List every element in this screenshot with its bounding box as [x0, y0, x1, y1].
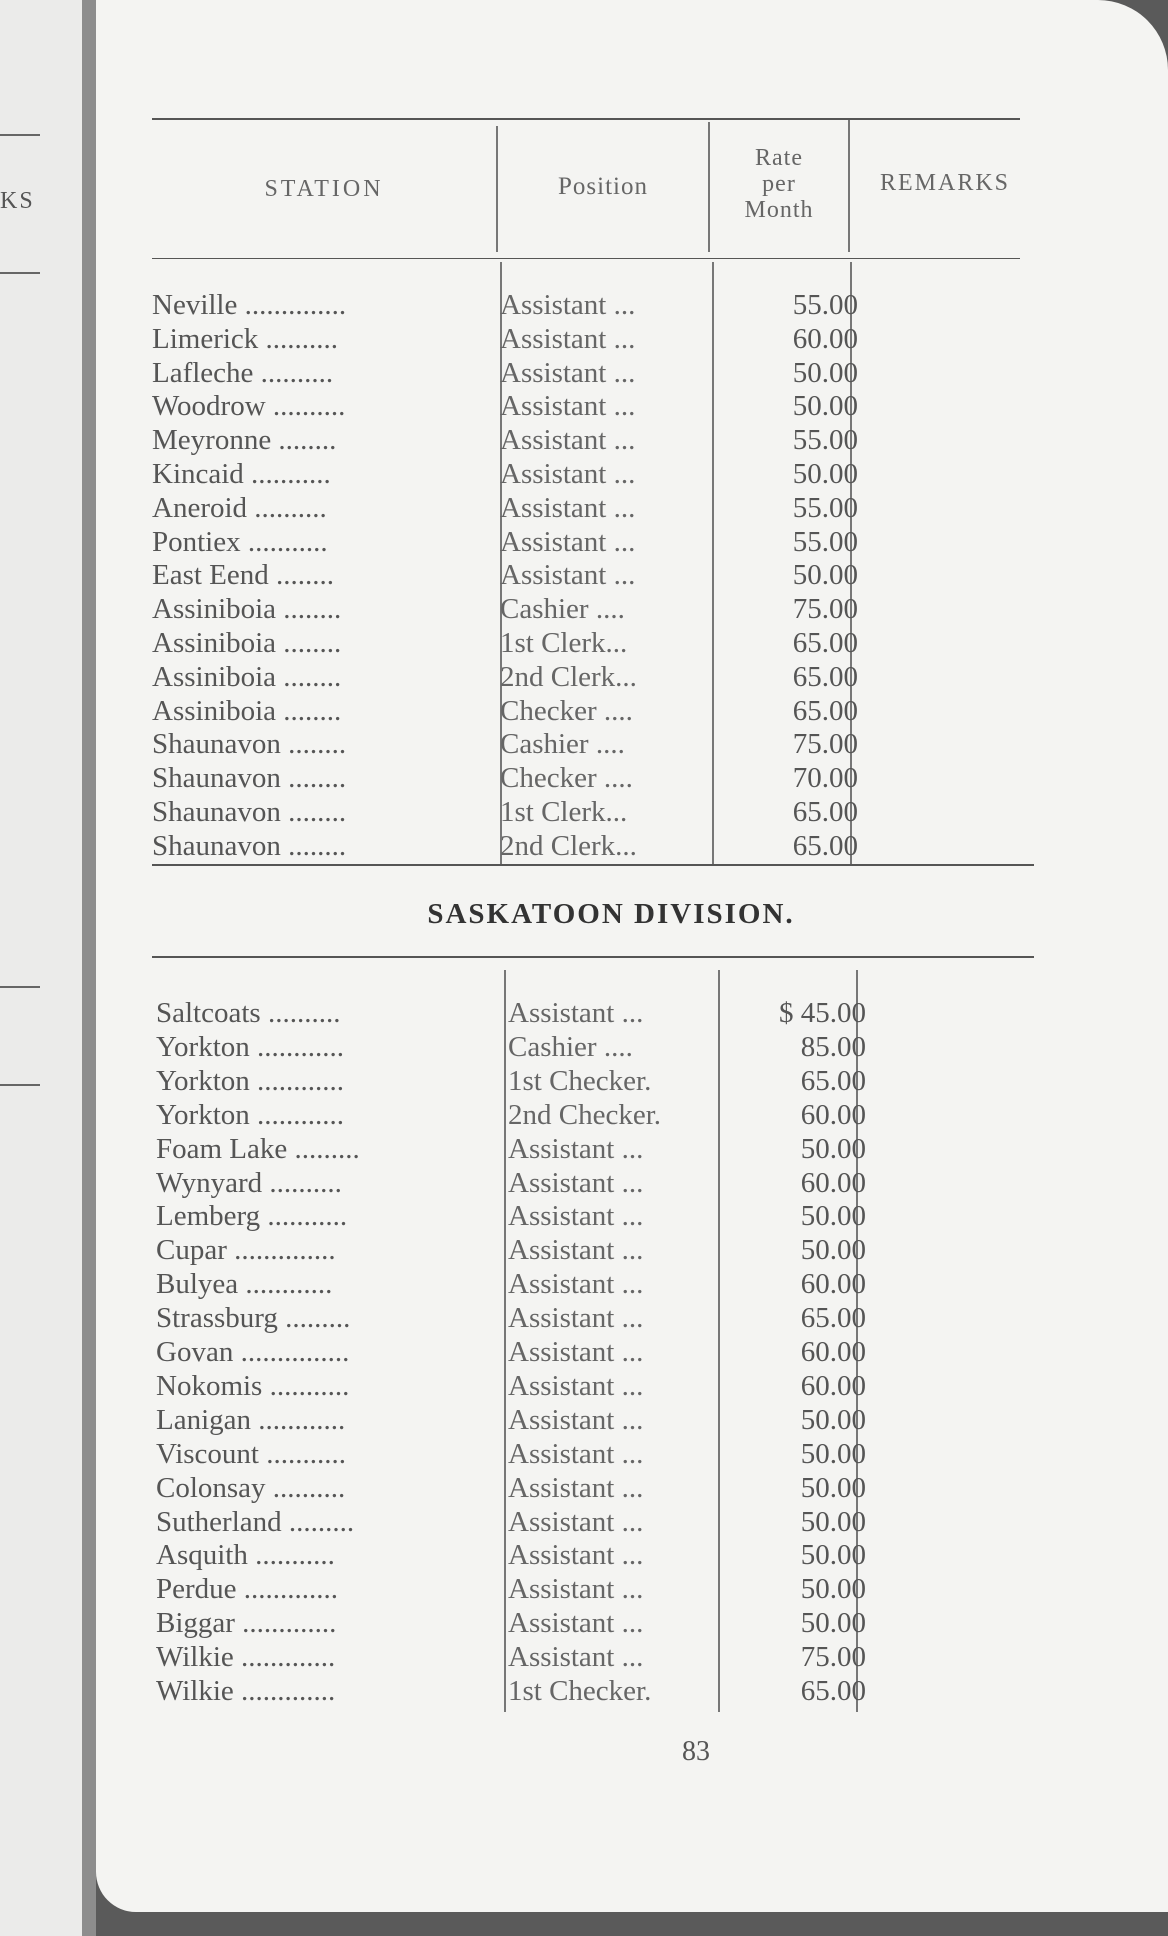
position-cell: Checker .... — [500, 695, 633, 726]
table-row — [156, 1303, 936, 1333]
station-cell: Viscount ........... — [156, 1438, 346, 1469]
station-cell: Wilkie ............. — [156, 1676, 336, 1706]
table-row — [156, 998, 936, 1028]
station-cell: Shaunavon ........ — [152, 729, 347, 760]
table-row — [156, 1032, 936, 1062]
position-cell: Assistant ... — [500, 459, 636, 489]
position-cell: Assistant ... — [500, 391, 636, 422]
table-row — [156, 1134, 936, 1164]
station-cell: Aneroid .......... — [152, 492, 327, 523]
position-cell: Assistant ... — [508, 1506, 644, 1537]
station-cell: Kincaid ........... — [152, 459, 331, 489]
position-cell: Assistant ... — [500, 425, 636, 456]
position-cell: Assistant ... — [500, 560, 636, 591]
table-row — [152, 425, 922, 455]
table-row — [156, 1540, 936, 1570]
station-cell: Yorkton ............ — [156, 1031, 345, 1062]
rate-cell: 50.00 — [800, 1540, 866, 1571]
table-row — [152, 358, 922, 388]
station-cell: Yorkton ............ — [156, 1099, 345, 1130]
position-cell: Cashier .... — [500, 729, 625, 760]
table-row — [152, 324, 922, 354]
rate-cell: 50.00 — [800, 1201, 866, 1232]
position-cell: Assistant ... — [508, 1370, 644, 1401]
table-row — [156, 1439, 936, 1469]
rate-cell: 50.00 — [800, 1472, 866, 1503]
station-cell: Shaunavon ........ — [152, 797, 347, 827]
rate-cell: 55.00 — [792, 492, 858, 523]
station-cell: Lafleche .......... — [152, 357, 334, 388]
rate-cell: 75.00 — [792, 594, 858, 625]
table-row — [156, 1100, 936, 1130]
column-header-rate-line: per — [762, 171, 796, 197]
rate-cell: 50.00 — [800, 1608, 866, 1639]
station-cell: Assiniboia ........ — [152, 661, 342, 692]
station-cell: Assiniboia ........ — [152, 695, 342, 726]
section-title: SASKATOON DIVISION. — [427, 898, 795, 930]
station-cell: Shaunavon ........ — [152, 830, 347, 861]
station-cell: Yorkton ............ — [156, 1065, 345, 1096]
position-cell: 2nd Checker. — [508, 1099, 662, 1130]
previous-page-rule — [0, 272, 40, 274]
rate-cell: 65.00 — [792, 695, 858, 726]
column-header-station: STATION — [264, 176, 384, 202]
header-bottom-rule — [152, 258, 1020, 259]
station-cell: Perdue ............. — [156, 1574, 339, 1605]
position-cell: Assistant ... — [508, 1269, 644, 1300]
rate-cell: 60.00 — [800, 1167, 866, 1198]
position-cell: 1st Checker. — [508, 1065, 652, 1096]
station-cell: Assiniboia ........ — [152, 628, 342, 658]
station-cell: Foam Lake ......... — [156, 1133, 360, 1164]
rate-cell: 50.00 — [792, 459, 858, 489]
table2-top-rule — [152, 956, 1034, 958]
column-header-rate-line: Month — [744, 197, 814, 223]
table-row — [156, 1269, 936, 1299]
table-row — [156, 1676, 936, 1706]
position-cell: Assistant ... — [500, 290, 636, 320]
position-cell: Assistant ... — [508, 1642, 644, 1673]
previous-page-rule — [0, 1084, 40, 1086]
position-cell: 1st Clerk... — [500, 628, 628, 658]
rate-cell: 50.00 — [800, 1133, 866, 1164]
station-cell: Saltcoats .......... — [156, 998, 341, 1028]
rate-cell: 65.00 — [800, 1676, 866, 1706]
table-row — [156, 1235, 936, 1265]
previous-page-rule — [0, 134, 40, 136]
table-row — [152, 493, 922, 523]
book-gutter — [82, 0, 96, 1936]
table-row — [152, 696, 922, 726]
rate-cell: 55.00 — [792, 526, 858, 557]
table-row — [156, 1337, 936, 1367]
table-row — [152, 391, 922, 421]
position-cell: 2nd Clerk... — [500, 661, 637, 692]
rate-cell: 60.00 — [800, 1269, 866, 1300]
rate-cell: 50.00 — [800, 1438, 866, 1469]
position-cell: Assistant ... — [508, 1133, 644, 1164]
column-header-remarks: REMARKS — [879, 170, 1011, 196]
station-cell: Wilkie ............. — [156, 1642, 336, 1673]
station-cell: East Eend ........ — [152, 560, 335, 591]
table-row — [152, 560, 922, 590]
rate-cell: 65.00 — [792, 661, 858, 692]
position-cell: Assistant ... — [508, 1472, 644, 1503]
position-cell: Assistant ... — [508, 998, 644, 1028]
table-row — [152, 662, 922, 692]
station-cell: Strassburg ......... — [156, 1303, 351, 1334]
position-cell: Assistant ... — [508, 1540, 644, 1571]
rate-cell: 65.00 — [792, 797, 858, 827]
table-row — [152, 763, 922, 793]
column-header-position: Position — [558, 173, 648, 200]
rate-cell: 60.00 — [800, 1370, 866, 1401]
table-row — [152, 527, 922, 557]
position-cell: Assistant ... — [500, 357, 636, 388]
book-page — [96, 0, 1168, 1912]
column-header-rate-line: Rate — [755, 145, 803, 171]
table-row — [152, 729, 922, 759]
rate-cell: 50.00 — [792, 391, 858, 422]
position-cell: Assistant ... — [500, 492, 636, 523]
station-cell: Limerick .......... — [152, 323, 339, 354]
station-cell: Lanigan ............ — [156, 1404, 346, 1435]
table-row — [156, 1405, 936, 1435]
table-row — [156, 1608, 936, 1638]
station-cell: Govan ............... — [156, 1337, 350, 1367]
rate-cell: 55.00 — [792, 290, 858, 320]
station-cell: Shaunavon ........ — [152, 763, 347, 794]
table-row — [156, 1066, 936, 1096]
rate-cell: 60.00 — [800, 1099, 866, 1130]
table-row — [156, 1473, 936, 1503]
rate-cell: 50.00 — [792, 560, 858, 591]
table-top-rule — [152, 118, 1020, 120]
rate-cell: 50.00 — [800, 1235, 866, 1266]
rate-cell: 65.00 — [792, 830, 858, 861]
position-cell: Assistant ... — [508, 1404, 644, 1435]
rate-cell: 50.00 — [792, 357, 858, 388]
table-row — [156, 1371, 936, 1401]
station-cell: Colonsay .......... — [156, 1472, 346, 1503]
rate-cell: 75.00 — [792, 729, 858, 760]
position-cell: 1st Checker. — [508, 1676, 652, 1706]
station-cell: Woodrow .......... — [152, 391, 346, 422]
station-cell: Meyronne ........ — [152, 425, 337, 456]
table-row — [156, 1574, 936, 1604]
position-cell: Assistant ... — [500, 323, 636, 354]
rate-cell: 50.00 — [800, 1574, 866, 1605]
table-row — [156, 1168, 936, 1198]
station-cell: Pontiex ........... — [152, 526, 328, 557]
rate-cell: 85.00 — [800, 1031, 866, 1062]
rate-cell: 70.00 — [792, 763, 858, 794]
table-row — [152, 831, 922, 861]
station-cell: Cupar .............. — [156, 1235, 336, 1266]
rate-cell: 50.00 — [800, 1404, 866, 1435]
station-cell: Sutherland ......... — [156, 1506, 355, 1537]
previous-page-rule — [0, 986, 40, 988]
table-row — [152, 459, 922, 489]
station-cell: Assiniboia ........ — [152, 594, 342, 625]
position-cell: Assistant ... — [500, 526, 636, 557]
position-cell: Assistant ... — [508, 1438, 644, 1469]
page-number: 83 — [682, 1736, 710, 1767]
position-cell: Checker .... — [500, 763, 633, 794]
position-cell: Assistant ... — [508, 1167, 644, 1198]
position-cell: Assistant ... — [508, 1337, 644, 1367]
station-cell: Bulyea ............ — [156, 1269, 333, 1300]
rate-cell: 75.00 — [800, 1642, 866, 1673]
rate-cell: $ 45.00 — [779, 998, 866, 1028]
column-header-rate — [710, 145, 848, 223]
table-row — [152, 594, 922, 624]
table-row — [156, 1507, 936, 1537]
table-row — [152, 797, 922, 827]
position-cell: 2nd Clerk... — [500, 830, 637, 861]
position-cell: Assistant ... — [508, 1201, 644, 1232]
rate-cell: 50.00 — [800, 1506, 866, 1537]
station-cell: Wynyard .......... — [156, 1167, 342, 1198]
station-cell: Asquith ........... — [156, 1540, 335, 1571]
rate-cell: 60.00 — [800, 1337, 866, 1367]
position-cell: Assistant ... — [508, 1303, 644, 1334]
rate-cell: 55.00 — [792, 425, 858, 456]
station-cell: Nokomis ........... — [156, 1370, 350, 1401]
table1-bottom-rule — [152, 864, 1034, 866]
table-row — [156, 1642, 936, 1672]
position-cell: Cashier .... — [508, 1031, 633, 1062]
rate-cell: 65.00 — [800, 1065, 866, 1096]
station-cell: Lemberg ........... — [156, 1201, 348, 1232]
station-cell: Biggar ............. — [156, 1608, 337, 1639]
table-row — [156, 1201, 936, 1231]
rate-cell: 65.00 — [792, 628, 858, 658]
previous-page-header-fragment: KS — [0, 188, 35, 214]
position-cell: 1st Clerk... — [500, 797, 628, 827]
rate-cell: 65.00 — [800, 1303, 866, 1334]
position-cell: Assistant ... — [508, 1608, 644, 1639]
position-cell: Assistant ... — [508, 1235, 644, 1266]
position-cell: Assistant ... — [508, 1574, 644, 1605]
previous-page-edge — [0, 0, 82, 1936]
station-cell: Neville .............. — [152, 290, 347, 320]
rate-cell: 60.00 — [792, 323, 858, 354]
table-row — [152, 290, 922, 320]
position-cell: Cashier .... — [500, 594, 625, 625]
table-row — [152, 628, 922, 658]
